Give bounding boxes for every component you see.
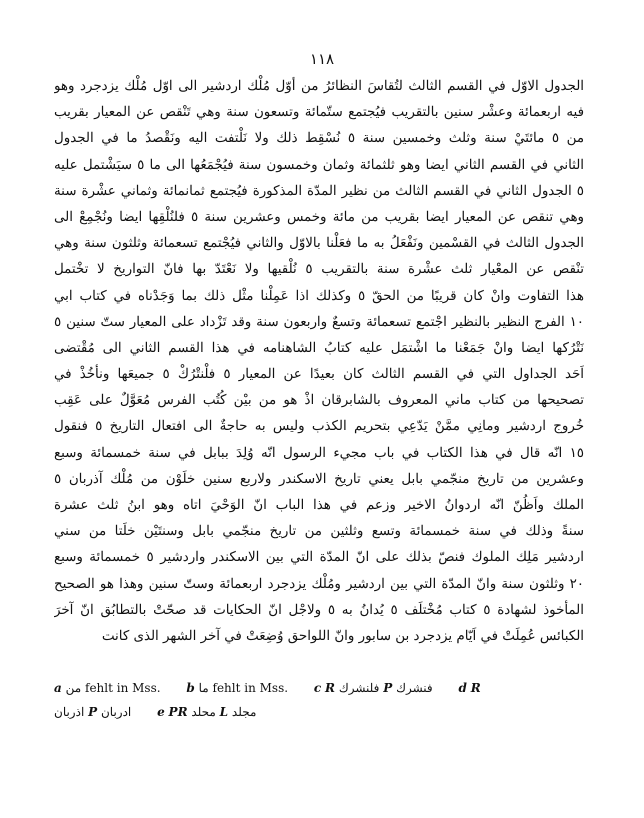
text-line-18: سنةً وذلك في سنة خمسمائة وتسع وثلثين من تاريخ منجّمي بابل وسنتَيْن خلَتا من سني [54,524,584,540]
text-line-9: هذا التفاوت وانْ كان قريبًا من الحقّ ٥ وكذلك اذا عَمِلْنا مثْل ذلك بما وَجَدْناه في كتاب ابي [54,288,584,304]
footnote-letter: a [54,681,62,695]
text-line-7: الجدول الثالث في القسْمين ونَفْعَلُ به ما فعَلْنا بالاوّل والثاني فيُجْتمع تسعمائة وثلثون سنة وهي [54,236,584,252]
text-line-22: الكبائس عُمِلَتْ في اَيّام يزدجرد بن سابور وانّ اللواحق وُضِعَتْ في آخر الشهر الذى كانت [101,628,584,644]
footnote-arabic: اذربان [54,705,85,719]
text-line-3: من ٥ مائتَيْ سنة وثلث وخمسين سنة ٥ نُسْقِط ذلك ولا نَلْتفت اليه ونَقْصدُ ما في الجدول [54,131,584,147]
text-line-20: ٢٠ وثلثون سنة وانّ المدّة التي بين اردشير ومُلْك يزدجرد اربعمائة وستّ سنين وهذا هو الصحيح [54,576,584,592]
footnote-b [186,681,292,695]
text-line-10: ١٠ الفرج النظير بالنظير اجْتمع تسعمائة وتسعٌ واربعون سنة وقد تَزْداد على المعيار ستّ سنين ٥ [54,314,584,330]
footnote-text: fehlt in Mss. [212,681,289,695]
footnote-letter: d [458,681,467,695]
text-line-21: المأخوذ لشهادة ٥ كتاب مُخْتلَف ٥ يُدانُ به ٥ ولاجْل انّ الحكايات قد صحّتْ بالتطابُق انّ آخرَ [54,602,584,618]
text-line-6: وهي تنقص عن المعيار ايضا بقريب من مائة وخمس وعشرين سنة ٥ فلنُلْقِها ايضا ونُجْمِعْ الى [54,209,584,225]
footnote-text: fehlt in Mss. [85,681,161,695]
footnote-siglum: PR [168,705,188,719]
footnote-arabic: فلنشرك [338,681,380,695]
footnote-d-cont [54,705,135,719]
text-line-13: تصحيحها من كتاب ماني المعروف بالشابرقان اذْ هو من بيْن كُتُب الفرس مُعَوَّلٌ على عَقِب [54,393,584,409]
footnote-c [314,681,437,695]
text-line-19: اردشير مَلِك الملوك فنصّ بذلك على انّ المدّة التي بين الاسكندر واردشير ٥ خمسمائة وسبع [54,550,584,566]
text-line-1: الجدول الاوّل في القسم الثالث لتُقاسَ النظائرُ من أوّل مُلْك اردشير الى اوّل مُلْك يزدجرد وهو [54,79,584,94]
text-line-4: الثاني في القسم الثاني ايضا وهو ثلثمائة وثمان وخمسون سنة فيُجْمَعُها الى ما ٥ سيَشْتمل عليه [54,157,584,173]
text-line-5: ٥ الجدول الثاني في القسم الثالث من نظير المدّة المذكورة فيُجتمع ثمانمائة وثماني عشْرة سنة [54,183,584,199]
text-line-8: تنْقص عن المعْيار ثلث عشْرة سنة بالتقريب ٥ نُلْقيها ولا نَعْتَدّ بها فانّ التواريخ لا تخْتمل [54,262,584,278]
footnote-siglum: P [88,705,98,719]
footnote-a [54,681,164,695]
text-line-16: وعشرين من تاريخ منجّمي بابل يعني تاريخ الاسكندر ولاربع سنين خلَوْن من مُلْك آذربان ٥ [54,471,584,487]
footnote-siglum: P [383,681,393,695]
footnote-siglum: R [325,681,336,695]
footnotes [54,676,584,724]
footnote-arabic: ادربان [100,705,132,719]
footnote-arabic: ما [198,681,209,695]
text-line-17: الملك واَظُنّ انّه اردوانُ الاخير وزعم في هذا الباب انّ الوَحْيَ اتاه وهو ابنُ ثلث عشرة [54,498,584,513]
footnote-row-1 [54,676,584,700]
footnote-d [458,681,480,695]
page-number: ١١٨ [309,50,335,68]
footnote-letter: c [313,681,322,695]
footnote-arabic: مجلد [231,705,257,719]
main-text [54,74,584,650]
footnote-arabic: فنشرك [396,681,433,695]
footnote-siglum: L [219,705,229,719]
footnote-letter: e [157,705,165,719]
text-line-2: فيه اربعمائة وعشْر سنين بالتقريب فيُجتمع ستّمائة وتسعون سنة وهي تَنْقص عن المعيار بقريب [54,105,584,121]
text-line-11: نَتْرُكها ايضا وانْ جَمَعْنا ما اشْتمَل عليه كتابُ الشاهنامه في هذا القسم الثاني الى مُقْتضى [54,340,584,356]
footnote-arabic: من [65,681,82,695]
footnote-row-2 [54,700,584,724]
footnote-e [157,705,256,719]
footnote-arabic: محلد [191,705,216,719]
footnote-siglum: R [470,681,481,695]
text-line-15: ١٥ انّه قال في هذا الكتاب في باب مجيء الرسول انّه وُلِدَ ببابل في سنة خمسمائة وسبع [54,445,584,461]
footnote-letter: b [186,681,195,695]
text-line-12: اَحَد الجداول التي في القسم الثالث كان بعيدًا عن المعيار ٥ فلْنتْرُكْ ٥ جميعَها ونأخُذْ في [54,367,584,383]
text-line-14: خُروج اردشير ومانِي ممَّنْ يَدّعِي بتحريم الكذب وليس به حاجةٌ الى افتعال التاريخ ٥ فنقول [54,419,584,435]
